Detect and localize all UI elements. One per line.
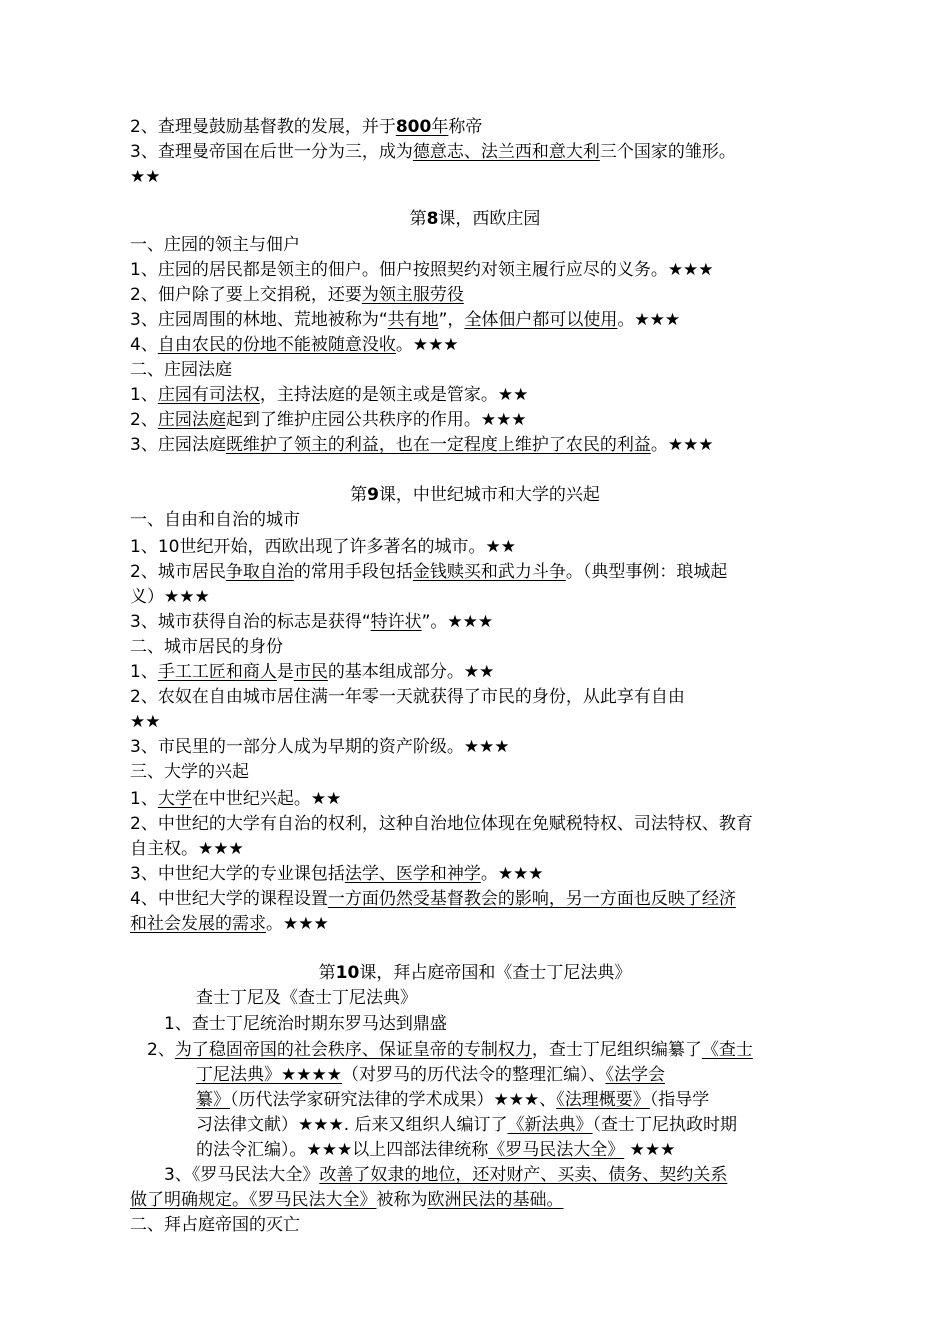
- text-segment: 习法律文献）★★★. 后来又组织人编订了: [196, 1115, 508, 1135]
- text-segment: 称帝: [448, 117, 483, 137]
- text-line: [130, 736, 510, 758]
- text-segment: 被称为: [376, 1190, 428, 1210]
- text-line: [196, 1089, 709, 1111]
- text-line: [130, 813, 753, 835]
- text-segment: 4、: [130, 335, 158, 355]
- text-line: [196, 987, 417, 1009]
- text-segment: 年: [431, 117, 449, 137]
- text-segment: 庄园有司法权: [157, 385, 260, 405]
- text-line: [130, 359, 232, 381]
- text-segment: （查士丁尼执政时期: [592, 1115, 738, 1135]
- text-segment: 《查士: [701, 1040, 753, 1060]
- text-line: [130, 888, 736, 910]
- text-segment: 一、庄园的领主与佃户: [130, 235, 300, 255]
- text-line: [130, 636, 283, 658]
- text-segment: 既维护了领主的利益，也在一定程度上维护了农民的利益: [225, 435, 651, 455]
- text-segment: 8: [426, 209, 439, 229]
- text-segment: 4、中世纪大学的课程设置: [130, 889, 328, 909]
- text-line: [130, 686, 685, 708]
- text-segment: 1、: [130, 662, 158, 682]
- text-segment: 2、中世纪的大学有自治的权利，这种自治地位体现在免赋税特权、司法特权、教育: [130, 814, 753, 834]
- text-segment: ”，: [438, 310, 465, 330]
- text-segment: 。★★★: [617, 310, 681, 330]
- text-segment: 2、城市居民: [130, 562, 226, 582]
- text-line: [130, 536, 516, 558]
- text-line: [196, 1064, 665, 1086]
- text-segment: 2、: [130, 410, 158, 430]
- text-segment: 改善了奴隶的地位，还对财产、买卖、债务、契约关系: [319, 1165, 728, 1185]
- text-segment: 的法令汇编）。★★★以上四部法律统称: [196, 1140, 489, 1160]
- text-segment: 第: [318, 963, 336, 983]
- text-segment: 。（典型事例：琅城起: [565, 562, 728, 582]
- text-segment: 《法学会: [605, 1065, 665, 1085]
- text-segment: 欧洲民法的基础。: [427, 1190, 564, 1210]
- text-segment: 2、查理曼鼓励基督教的发展，并于: [130, 117, 396, 137]
- text-line: [130, 586, 210, 608]
- text-line: [130, 913, 329, 935]
- text-segment: 法学、医学和神学: [344, 864, 481, 884]
- text-line: [130, 611, 493, 633]
- text-line: [130, 661, 494, 683]
- text-segment: 。★★★: [395, 335, 459, 355]
- text-segment: 手工工匠和商人: [157, 662, 277, 682]
- text-line: [130, 409, 527, 431]
- text-segment: 市民: [293, 662, 328, 682]
- text-segment: ★★★: [624, 1140, 676, 1160]
- text-segment: 《法理概要》: [556, 1090, 650, 1110]
- text-segment: 是: [276, 662, 294, 682]
- text-line: [130, 259, 714, 281]
- text-segment: 二、拜占庭帝国的灭亡: [130, 1215, 300, 1235]
- text-segment: 3、庄园周围的林地、荒地被称为“: [130, 310, 388, 330]
- text-line: [130, 1189, 564, 1211]
- text-line: [130, 334, 459, 356]
- text-segment: ”。★★★: [421, 612, 494, 632]
- text-segment: 。★★★: [650, 435, 714, 455]
- text-segment: 德意志、法兰西和意大利: [412, 142, 600, 162]
- text-segment: 3、查理曼帝国在后世一分为三，成为: [130, 142, 413, 162]
- text-segment: 10: [335, 963, 360, 983]
- text-line: [196, 1114, 737, 1136]
- text-line: [164, 1164, 727, 1186]
- text-segment: 第: [409, 209, 427, 229]
- text-line: [130, 116, 482, 138]
- text-segment: 二、庄园法庭: [130, 360, 232, 380]
- text-segment: （对罗马的历代法令的整理汇编）、: [341, 1065, 606, 1085]
- text-segment: 大学: [157, 789, 192, 809]
- text-segment: 金钱赎买和武力斗争: [412, 562, 566, 582]
- text-segment: ，主持法庭的是领主或是管家。★★: [259, 385, 529, 405]
- lesson-heading: [0, 208, 950, 230]
- text-segment: ，查士丁尼组织编纂了: [531, 1040, 702, 1060]
- text-segment: 二、城市居民的身份: [130, 637, 283, 657]
- text-segment: 2、农奴在自由城市居住满一年零一天就获得了市民的身份，从此享有自由: [130, 687, 685, 707]
- text-line: [130, 234, 300, 256]
- text-segment: 特许状: [370, 612, 422, 632]
- text-segment: （历代法学家研究法律的学术成果）★★★、: [230, 1090, 557, 1110]
- text-segment: 。★★★: [480, 864, 544, 884]
- text-segment: 3、市民里的一部分人成为早期的资产阶级。★★★: [130, 737, 510, 757]
- text-segment: 。★★★: [266, 914, 329, 934]
- text-segment: 800: [395, 117, 432, 137]
- text-segment: 争取自治: [225, 562, 294, 582]
- text-line: [130, 788, 341, 810]
- text-segment: 1、庄园的居民都是领主的佃户。佃户按照契约对领主履行应尽的义务。★★★: [130, 260, 714, 280]
- text-segment: 三、大学的兴起: [130, 762, 249, 782]
- text-line: [164, 1013, 447, 1035]
- text-segment: 共有地: [387, 310, 439, 330]
- text-segment: 纂》: [196, 1090, 230, 1110]
- text-segment: 1、10: [130, 537, 180, 557]
- text-segment: 3、城市获得自治的标志是获得“: [130, 612, 371, 632]
- text-segment: 3、《罗马民法大全》: [164, 1165, 320, 1185]
- text-segment: ★★: [130, 712, 161, 732]
- text-line: [130, 561, 727, 583]
- text-segment: 2、佃户除了要上交捐税，还要: [130, 285, 362, 305]
- text-segment: 3、庄园法庭: [130, 435, 226, 455]
- text-segment: 第: [350, 485, 368, 505]
- text-line: [130, 284, 464, 306]
- text-segment: 课，中世纪城市和大学的兴起: [378, 485, 600, 505]
- text-segment: 自主权。★★★: [130, 839, 244, 859]
- text-segment: 和社会发展的需求: [130, 914, 266, 934]
- text-line: [130, 434, 714, 456]
- text-segment: 3、中世纪大学的专业课包括: [130, 864, 345, 884]
- text-segment: 丁尼法典》★★★★: [196, 1065, 342, 1085]
- text-segment: 的常用手段包括: [293, 562, 413, 582]
- text-segment: 1、: [130, 385, 158, 405]
- text-line: [130, 838, 244, 860]
- text-segment: 自由农民的份地不能被随意没收: [157, 335, 396, 355]
- text-line: [130, 309, 680, 331]
- text-segment: 起到了维护庄园公共秩序的作用。★★★: [225, 410, 527, 430]
- text-segment: （指导学: [649, 1090, 710, 1110]
- text-segment: 《新法典》: [507, 1115, 593, 1135]
- lesson-heading: [0, 484, 950, 506]
- text-segment: 课，拜占庭帝国和《查士丁尼法典》: [359, 963, 632, 983]
- text-segment: 为了稳固帝国的社会秩序、保证皇帝的专制权力: [174, 1040, 532, 1060]
- text-line: [130, 141, 736, 163]
- text-segment: 2、: [147, 1040, 175, 1060]
- text-segment: 的基本组成部分。★★: [327, 662, 495, 682]
- text-line: [130, 509, 300, 531]
- text-segment: 为领主服劳役: [361, 285, 464, 305]
- text-line: [130, 711, 160, 733]
- text-segment: 做了明确规定。: [130, 1190, 249, 1210]
- text-line: [130, 863, 544, 885]
- text-segment: 世纪开始，西欧出现了许多著名的城市。★★: [179, 537, 516, 557]
- text-segment: 在中世纪兴起。★★: [191, 789, 342, 809]
- text-segment: 庄园法庭: [157, 410, 226, 430]
- text-segment: 1、查士丁尼统治时期东罗马达到鼎盛: [164, 1014, 447, 1034]
- text-segment: 1、: [130, 789, 158, 809]
- text-line: [147, 1039, 753, 1061]
- text-segment: 9: [367, 485, 379, 505]
- text-segment: 课，西欧庄园: [438, 209, 541, 229]
- text-segment: 一方面仍然受基督教会的影响，另一方面也反映了经济: [327, 889, 736, 909]
- text-line: [196, 1139, 675, 1161]
- text-line: [130, 1214, 300, 1236]
- text-segment: 《罗马民法大全》: [249, 1190, 377, 1210]
- text-segment: 《罗马民法大全》: [488, 1140, 625, 1160]
- text-line: [130, 761, 249, 783]
- text-segment: 三个国家的雏形。: [599, 142, 736, 162]
- text-segment: 查士丁尼及《查士丁尼法典》: [196, 988, 417, 1008]
- text-segment: 义）★★★: [130, 587, 210, 607]
- lesson-heading: [0, 962, 950, 984]
- text-segment: 一、自由和自治的城市: [130, 510, 300, 530]
- text-segment: ★★: [130, 167, 161, 187]
- text-line: [130, 166, 160, 188]
- text-line: [130, 384, 528, 406]
- text-segment: 全体佃户都可以使用: [464, 310, 618, 330]
